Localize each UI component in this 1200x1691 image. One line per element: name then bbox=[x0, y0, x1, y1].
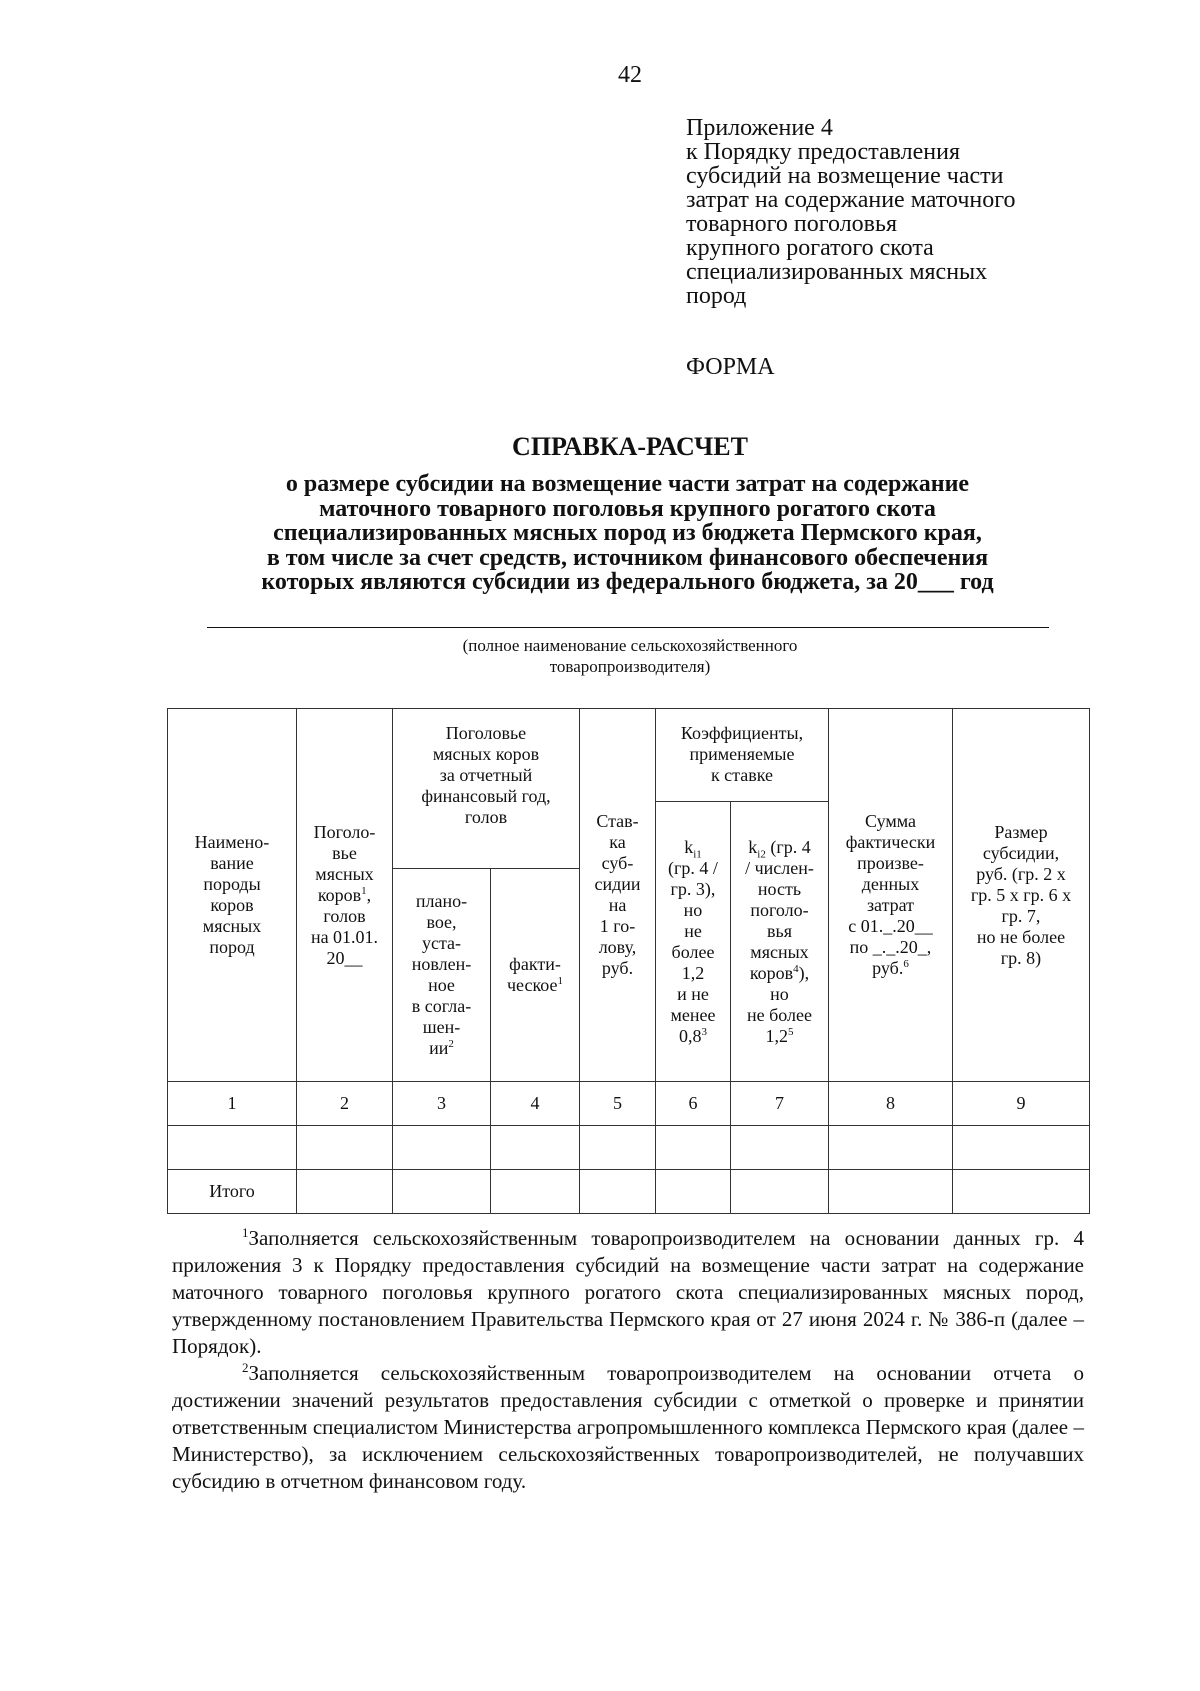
appendix-line: товарного поголовья bbox=[686, 211, 897, 237]
data-cell[interactable] bbox=[656, 1126, 731, 1170]
appendix-line: Приложение 4 bbox=[686, 115, 833, 141]
organization-caption-line: товаропроизводителя) bbox=[549, 657, 711, 676]
header-livestock-start: Поголо- вье мясных коров$^1$, голов на 01.01. 20__ bbox=[297, 709, 393, 1082]
organization-caption-line: (полное наименование сельскохозяйственного bbox=[462, 636, 798, 655]
subtitle-line: маточного товарного поголовья крупного рогатого скота bbox=[319, 495, 936, 522]
organization-caption bbox=[360, 635, 900, 677]
form-label: ФОРМА bbox=[686, 354, 775, 380]
column-number: 3 bbox=[393, 1082, 491, 1126]
data-cell[interactable] bbox=[393, 1126, 491, 1170]
total-cell[interactable] bbox=[656, 1170, 731, 1214]
footnote-2: $^2$Заполняется сельскохозяйственным товаропроизводителем на основании отчета о достижении значений результатов предоставления субсидии с отметкой о проверке и принятии ответственным специалистом Министерства агропромышленного комплекса Пермского края (далее – Министерство), за исключением сельскохозяйственных товаропроизводителей, не получавших субсидию в отчетном финансовом году. bbox=[172, 1360, 1084, 1493]
total-cell[interactable] bbox=[829, 1170, 953, 1214]
total-cell[interactable] bbox=[731, 1170, 829, 1214]
total-cell[interactable] bbox=[393, 1170, 491, 1214]
data-row bbox=[168, 1126, 1090, 1170]
column-number: 9 bbox=[953, 1082, 1090, 1126]
appendix-line: субсидий на возмещение части bbox=[686, 163, 1004, 189]
column-number: 4 bbox=[491, 1082, 580, 1126]
organization-name-line[interactable] bbox=[207, 627, 1049, 628]
total-row bbox=[168, 1170, 1090, 1214]
header-subsidy-rate: Став- ка суб- сидии на 1 го- лову, руб. bbox=[580, 709, 656, 1082]
document-subtitle bbox=[160, 472, 1095, 595]
column-number: 7 bbox=[731, 1082, 829, 1126]
data-cell[interactable] bbox=[297, 1126, 393, 1170]
calculation-table bbox=[167, 708, 1090, 1214]
page-number: 42 bbox=[618, 62, 642, 88]
data-cell[interactable] bbox=[168, 1126, 297, 1170]
header-coefficients-group: Коэффициенты, применяемые к ставке bbox=[656, 709, 829, 802]
subtitle-line: о размере субсидии на возмещение части затрат на содержание bbox=[285, 471, 970, 497]
total-label: Итого bbox=[168, 1170, 297, 1214]
header-coef-k2: $k_{i2}$ (гр. 4 / числен- ность поголо- вья мясных коров$^4$), но не более $1,2^5$ bbox=[731, 802, 829, 1082]
total-cell[interactable] bbox=[580, 1170, 656, 1214]
data-cell[interactable] bbox=[731, 1126, 829, 1170]
appendix-line: затрат на содержание маточного bbox=[686, 187, 1016, 213]
appendix-block bbox=[686, 116, 1015, 308]
subtitle-line: специализированных мясных пород из бюджета Пермского края, bbox=[273, 520, 982, 546]
data-cell[interactable] bbox=[829, 1126, 953, 1170]
header-planned: плано- вое, уста- новлен- ное в согла- шен- $ии^2$ bbox=[393, 869, 491, 1082]
subtitle-line: которых являются субсидии из федерального бюджета, за 20___ год bbox=[261, 569, 994, 595]
header-coef-k1: $k_{i1}$ (гр. 4 / гр. 3), но не более 1,2 и не менее $0,8^3$ bbox=[656, 802, 731, 1082]
column-number: 5 bbox=[580, 1082, 656, 1126]
footnote-1: $^1$Заполняется сельскохозяйственным товаропроизводителем на основании данных гр. 4 приложения 3 к Порядку предоставления субсидий на возмещение части затрат на содержание маточного товарного поголовья крупного рогатого скота специализированных мясных пород, утвержденному постановлением Правительства Пермского края от 27 июня 2024 г. № 386-п (далее – Порядок). bbox=[172, 1225, 1084, 1358]
column-number: 2 bbox=[297, 1082, 393, 1126]
header-breed-name: Наимено- вание породы коров мясных пород bbox=[168, 709, 297, 1082]
total-cell[interactable] bbox=[491, 1170, 580, 1214]
data-cell[interactable] bbox=[491, 1126, 580, 1170]
footnotes bbox=[172, 1225, 1084, 1495]
appendix-line: крупного рогатого скота bbox=[686, 235, 934, 261]
appendix-line: пород bbox=[686, 283, 747, 309]
appendix-line: к Порядку предоставления bbox=[686, 139, 961, 165]
total-cell[interactable] bbox=[297, 1170, 393, 1214]
document-title: СПРАВКА-РАСЧЕТ bbox=[512, 432, 748, 461]
appendix-line: специализированных мясных bbox=[686, 259, 988, 285]
data-cell[interactable] bbox=[580, 1126, 656, 1170]
header-livestock-group: Поголовье мясных коров за отчетный финансовый год, голов bbox=[393, 709, 580, 869]
header-subsidy-amount: Размер субсидии, руб. (гр. 2 х гр. 5 х гр. 6 х гр. 7, но не более гр. 8) bbox=[953, 709, 1090, 1082]
total-cell[interactable] bbox=[953, 1170, 1090, 1214]
column-number-row bbox=[168, 1082, 1090, 1126]
column-number: 6 bbox=[656, 1082, 731, 1126]
subtitle-line: в том числе за счет средств, источником финансового обеспечения bbox=[266, 544, 989, 571]
column-number: 1 bbox=[168, 1082, 297, 1126]
column-number: 8 bbox=[829, 1082, 953, 1126]
header-actual: факти- ческое$^1$ bbox=[491, 869, 580, 1082]
header-actual-costs: Сумма фактически произве- денных затрат с 01._.20__ по _._.20_, руб.$^6$ bbox=[829, 709, 953, 1082]
data-cell[interactable] bbox=[953, 1126, 1090, 1170]
